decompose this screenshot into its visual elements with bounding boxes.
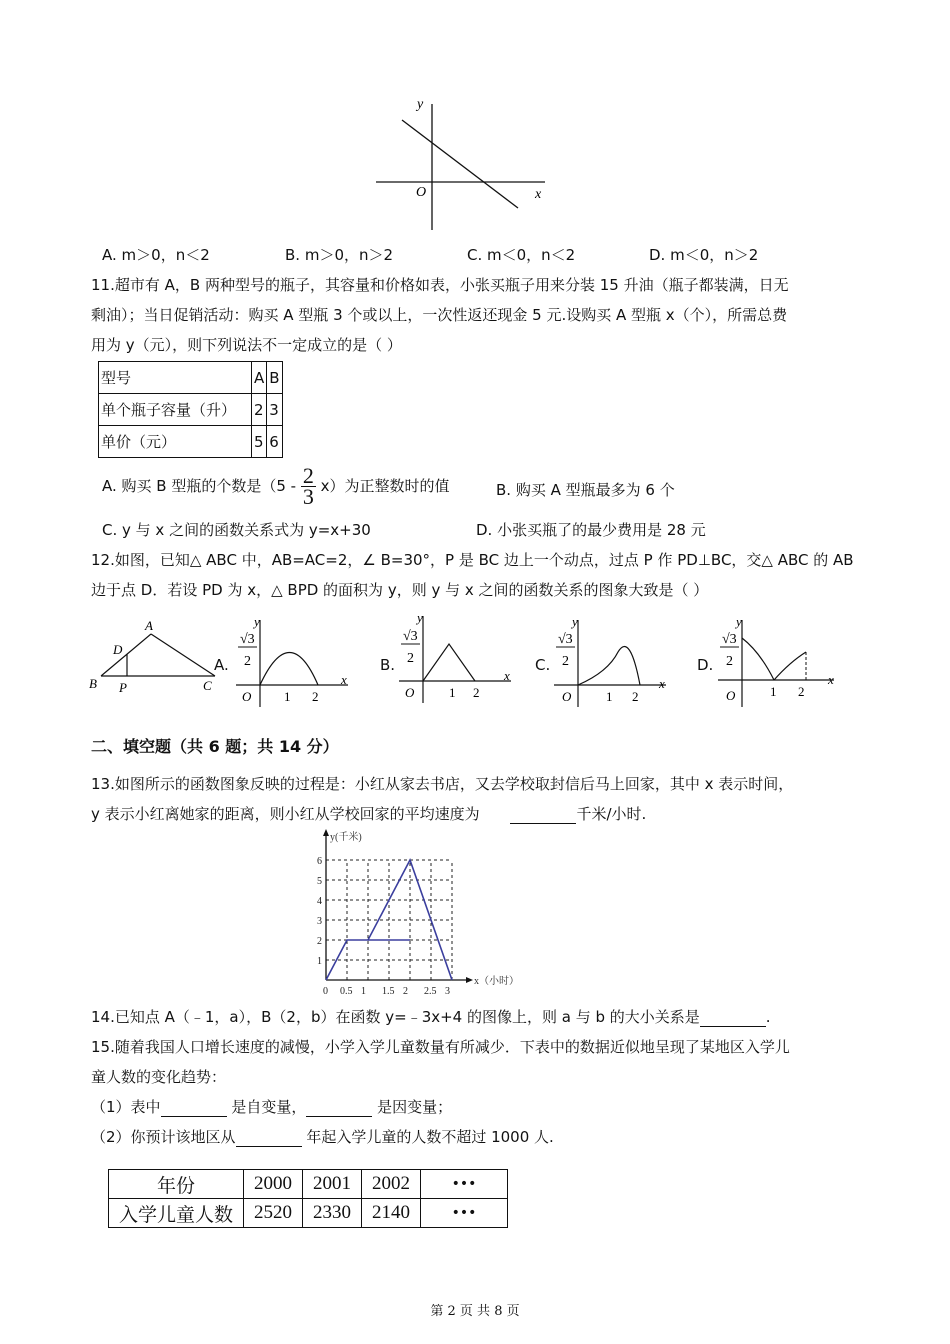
graph-a-sqrt: √3	[240, 632, 255, 647]
graph-d-one: 1	[770, 684, 777, 699]
q11-option-d: D. 小张买瓶了的最少费用是 28 元	[476, 521, 706, 539]
table-cell: 3	[267, 394, 282, 426]
q14-text	[91, 1006, 771, 1027]
table-cell: 单个瓶子容量（升）	[99, 394, 252, 426]
q13-chart	[312, 826, 552, 998]
table-cell: 入学儿童人数	[109, 1199, 244, 1228]
graph-a-two: 2	[312, 689, 319, 704]
graph-d-y: y	[736, 614, 742, 629]
y-tick-label: 6	[317, 856, 322, 867]
table-cell: 2140	[362, 1199, 421, 1228]
q12-text-line-2: 边于点 D．若设 PD 为 x，△ BPD 的面积为 y，则 y 与 x 之间的函数关系的图象大致是（ ）	[91, 581, 709, 599]
x-tick-label: 0	[323, 986, 328, 997]
q15-text-line-2: 童人数的变化趋势：	[91, 1068, 227, 1086]
graph-c-sqrt: √3	[558, 632, 573, 647]
graph-c-one: 1	[606, 689, 613, 704]
graph-a-x: x	[341, 672, 347, 687]
q15-sub-2	[91, 1126, 554, 1147]
y-axis-label: y(千米)	[330, 832, 362, 843]
graph-b-den: 2	[407, 651, 414, 666]
table-row	[109, 1199, 508, 1228]
triangle-label-c: C	[203, 678, 212, 693]
q14-text-body: 14.已知点 A（﹣1，a），B（2，b）在函数 y=﹣3x+4 的图像上，则 a 与 b 的大小关系是	[91, 1008, 700, 1026]
q12-triangle-figure	[85, 618, 220, 698]
graph-b-two: 2	[473, 685, 480, 700]
graph-b-y: y	[417, 610, 423, 625]
q11-frac-num: 2	[302, 463, 314, 488]
q15-sub1-mid: 是自变量，	[231, 1098, 307, 1116]
q14-end: .	[765, 1008, 771, 1026]
q11-option-a	[102, 463, 450, 509]
q15-blank-3[interactable]	[236, 1128, 302, 1147]
x-tick-label: 2.5	[424, 986, 437, 997]
q13-line2-post: 千米/小时.	[576, 805, 647, 823]
y-tick-label: 1	[317, 956, 322, 967]
table-cell: •••	[421, 1199, 508, 1228]
graph-c-den: 2	[562, 654, 569, 669]
q15-sub1-post: 是因变量；	[377, 1098, 453, 1116]
q15-blank-1[interactable]	[161, 1098, 227, 1117]
table-cell: 2002	[362, 1170, 421, 1199]
q11-option-a-post: x）为正整数时的值	[320, 477, 450, 495]
table-cell: 5	[252, 426, 267, 458]
triangle-label-a: A	[145, 618, 153, 633]
section-2-heading: 二、填空题（共 6 题；共 14 分）	[91, 737, 339, 756]
graph-b-one: 1	[449, 685, 456, 700]
q11-text-line-2: 剩油）；当日促销活动：购买 A 型瓶 3 个或以上，一次性返还现金 5 元.设购买 A 型瓶 x（个），所需总费	[91, 306, 788, 324]
q15-blank-2[interactable]	[306, 1098, 372, 1117]
y-tick-label: 4	[317, 896, 322, 907]
q11-table	[98, 361, 283, 458]
q12-option-a-letter: A.	[214, 656, 229, 674]
y-tick-label: 2	[317, 936, 322, 947]
graph-c-two: 2	[632, 689, 639, 704]
q15-sub2-post: 年起入学儿童的人数不超过 1000 人.	[306, 1128, 554, 1146]
triangle-label-d: D	[113, 642, 123, 657]
q15-text-line-1: 15.随着我国人口增长速度的减慢，小学入学儿童数量有所减少．下表中的数据近似地呈现了某地区入学儿	[91, 1038, 790, 1056]
q11-fraction	[301, 463, 316, 509]
page-footer: 第 2 页 共 8 页	[430, 1304, 520, 1319]
table-cell: A	[252, 362, 267, 394]
q11-frac-den: 3	[302, 484, 314, 509]
graph-d-o: O	[726, 688, 736, 703]
x-tick-label: 1.5	[382, 986, 395, 997]
y-tick-label: 3	[317, 916, 322, 927]
q12-graph-b	[393, 608, 518, 708]
graph-a-o: O	[242, 689, 252, 704]
q10-option-c: C. m＜0，n＜2	[467, 246, 576, 264]
q11-option-c: C. y 与 x 之间的函数关系式为 y=x+30	[102, 521, 371, 539]
q15-sub-1	[91, 1096, 452, 1117]
table-row	[99, 426, 283, 458]
q10-origin-label: O	[416, 185, 427, 200]
x-axis-arrow	[466, 977, 473, 983]
graph-d-x: x	[828, 672, 834, 687]
q15-table	[108, 1169, 508, 1228]
graph-a-y: y	[254, 614, 260, 629]
graph-d-two: 2	[798, 684, 805, 699]
graph-a-den: 2	[244, 654, 251, 669]
table-cell: 2	[252, 394, 267, 426]
q11-text-line-1: 11.超市有 A，B 两种型号的瓶子，其容量和价格如表，小张买瓶子用来分装 15 升油（瓶子都装满，日无	[91, 276, 789, 294]
q12-option-d-letter: D.	[697, 656, 714, 674]
table-cell: •••	[421, 1170, 508, 1199]
q13-line2-pre: y 表示小红离她家的距离，则小红从学校回家的平均速度为	[91, 805, 480, 823]
table-cell: B	[267, 362, 282, 394]
q11-text-line-3: 用为 y（元），则下列说法不一定成立的是（ ）	[91, 336, 402, 354]
q15-sub1-pre: （1）表中	[91, 1098, 161, 1116]
q11-option-b: B. 购买 A 型瓶最多为 6 个	[496, 481, 675, 499]
q13-answer-blank[interactable]	[510, 805, 576, 824]
q13-text-line-2	[91, 803, 646, 824]
graph-d-sqrt: √3	[722, 632, 737, 647]
y-axis-arrow	[323, 829, 329, 836]
q10-y-label: y	[417, 97, 424, 112]
q10-option-a: A. m＞0，n＜2	[102, 246, 210, 264]
graph-b-sqrt: √3	[403, 629, 418, 644]
q10-x-label: x	[535, 187, 542, 202]
q12-text-line-1: 12.如图，已知△ ABC 中，AB=AC=2，∠ B=30°，P 是 BC 边上一个动点，过点 P 作 PD⊥BC，交△ ABC 的 AB	[91, 551, 854, 569]
triangle-label-p: P	[119, 680, 127, 695]
table-cell: 2330	[303, 1199, 362, 1228]
q11-option-a-pre: A. 购买 B 型瓶的个数是（5 -	[102, 477, 297, 495]
x-axis-label: x（小时）	[474, 976, 519, 987]
x-tick-label: 1	[361, 986, 366, 997]
table-cell: 年份	[109, 1170, 244, 1199]
q12-option-b-letter: B.	[380, 656, 396, 674]
table-cell: 2520	[244, 1199, 303, 1228]
q10-graph	[370, 90, 550, 240]
x-tick-label: 2	[403, 986, 408, 997]
q12-graph-c	[548, 612, 673, 712]
table-row	[99, 362, 283, 394]
table-cell: 2001	[303, 1170, 362, 1199]
graph-c-y: y	[572, 614, 578, 629]
x-tick-label: 0.5	[340, 986, 353, 997]
y-tick-label: 5	[317, 876, 322, 887]
table-cell: 单价（元）	[99, 426, 252, 458]
table-row	[99, 394, 283, 426]
table-cell: 型号	[99, 362, 252, 394]
q14-answer-blank[interactable]	[700, 1008, 766, 1027]
q12-option-c-letter: C.	[535, 656, 551, 674]
graph-b-o: O	[405, 685, 415, 700]
graph-a-one: 1	[284, 689, 291, 704]
table-cell: 2000	[244, 1170, 303, 1199]
table-row	[109, 1170, 508, 1199]
x-tick-label: 3	[445, 986, 450, 997]
graph-c-x: x	[659, 676, 665, 691]
q10-option-d: D. m＜0，n＞2	[649, 246, 759, 264]
graph-c-o: O	[562, 689, 572, 704]
triangle-label-b: B	[89, 676, 97, 691]
q10-option-b: B. m＞0，n＞2	[285, 246, 394, 264]
q12-graph-a	[230, 612, 355, 712]
q13-text-line-1: 13.如图所示的函数图象反映的过程是：小红从家去书店，又去学校取封信后马上回家，其中 x 表示时间，	[91, 775, 794, 793]
graph-d-den: 2	[726, 654, 733, 669]
table-cell: 6	[267, 426, 282, 458]
q12-graph-d	[712, 612, 842, 712]
graph-b-x: x	[504, 668, 510, 683]
q15-sub2-pre: （2）你预计该地区从	[91, 1128, 236, 1146]
